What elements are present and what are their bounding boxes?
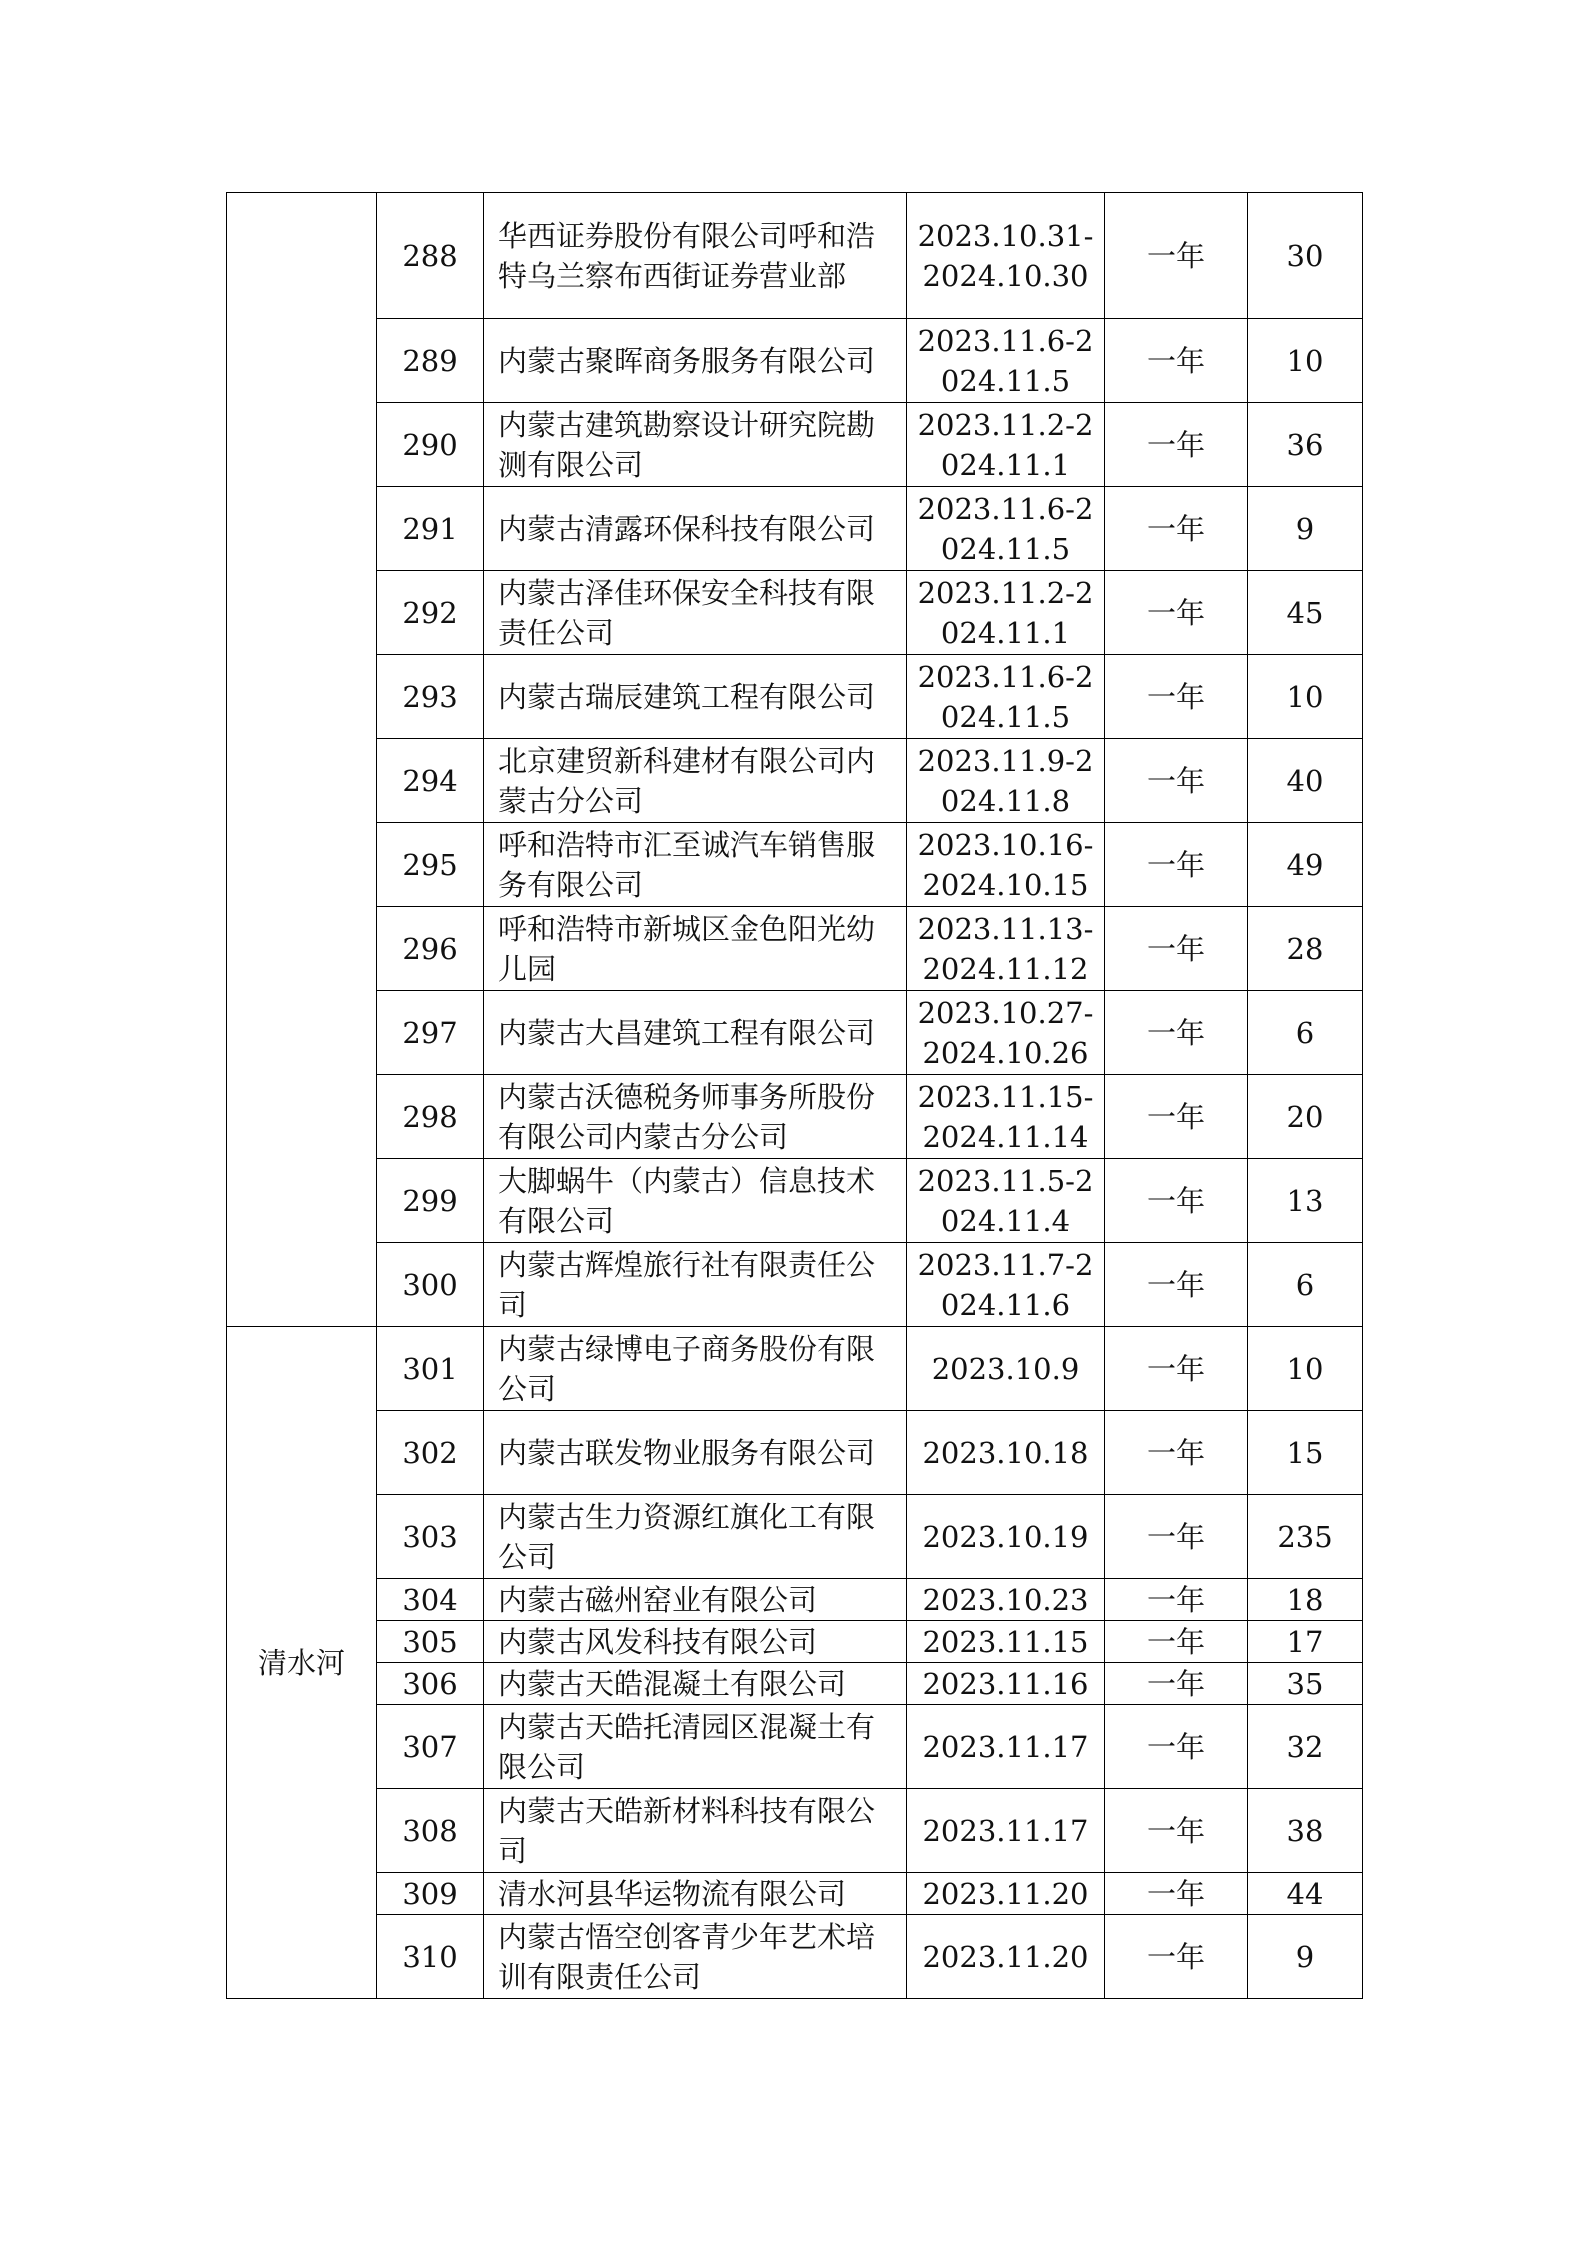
company-name-cell: 呼和浩特市新城区金色阳光幼儿园 (484, 907, 907, 991)
term-cell: 一年 (1105, 1621, 1248, 1663)
row-number-cell: 307 (377, 1705, 484, 1789)
date-line: 2023.11.13- (917, 911, 1094, 946)
term-cell: 一年 (1105, 1663, 1248, 1705)
company-name-cell: 内蒙古绿博电子商务股份有限公司 (484, 1327, 907, 1411)
count-cell: 9 (1248, 1915, 1363, 1999)
table-row (227, 1663, 1363, 1705)
date-line: 2024.11.12 (922, 951, 1089, 986)
date-cell (907, 1873, 1105, 1915)
row-number-cell: 295 (377, 823, 484, 907)
term-cell: 一年 (1105, 1915, 1248, 1999)
count-cell: 10 (1248, 1327, 1363, 1411)
row-number-cell: 303 (377, 1495, 484, 1579)
row-number-cell: 305 (377, 1621, 484, 1663)
date-cell (907, 739, 1105, 823)
date-cell (907, 823, 1105, 907)
date-line: 2023.11.2-2 (917, 407, 1094, 442)
term-cell: 一年 (1105, 403, 1248, 487)
date-line: 2023.10.9 (931, 1351, 1080, 1386)
company-name-cell: 内蒙古建筑勘察设计研究院勘测有限公司 (484, 403, 907, 487)
row-number-cell: 293 (377, 655, 484, 739)
table-row (227, 1159, 1363, 1243)
term-cell: 一年 (1105, 1495, 1248, 1579)
term-cell: 一年 (1105, 907, 1248, 991)
term-cell: 一年 (1105, 1579, 1248, 1621)
date-line: 2024.10.15 (922, 867, 1089, 902)
term-cell: 一年 (1105, 571, 1248, 655)
row-number-cell: 290 (377, 403, 484, 487)
count-cell: 6 (1248, 1243, 1363, 1327)
count-cell: 9 (1248, 487, 1363, 571)
date-line: 024.11.8 (940, 783, 1071, 818)
count-cell: 40 (1248, 739, 1363, 823)
date-line: 2023.11.7-2 (917, 1247, 1094, 1282)
count-cell: 10 (1248, 319, 1363, 403)
row-number-cell: 309 (377, 1873, 484, 1915)
term-cell: 一年 (1105, 1159, 1248, 1243)
company-name-cell: 大脚蜗牛（内蒙古）信息技术有限公司 (484, 1159, 907, 1243)
date-cell (907, 193, 1105, 319)
table-row (227, 319, 1363, 403)
row-number-cell: 304 (377, 1579, 484, 1621)
table-row (227, 487, 1363, 571)
count-cell: 38 (1248, 1789, 1363, 1873)
records-body (227, 193, 1363, 1999)
date-line: 2023.11.20 (922, 1939, 1089, 1974)
date-line: 024.11.6 (940, 1287, 1071, 1322)
date-line: 2023.11.17 (922, 1729, 1089, 1764)
row-number-cell: 300 (377, 1243, 484, 1327)
company-name-cell: 北京建贸新科建材有限公司内蒙古分公司 (484, 739, 907, 823)
term-cell: 一年 (1105, 319, 1248, 403)
company-name-cell: 清水河县华运物流有限公司 (484, 1873, 907, 1915)
company-name-cell: 呼和浩特市汇至诚汽车销售服务有限公司 (484, 823, 907, 907)
row-number-cell: 289 (377, 319, 484, 403)
row-number-cell: 291 (377, 487, 484, 571)
term-cell: 一年 (1105, 1075, 1248, 1159)
date-line: 024.11.5 (940, 363, 1071, 398)
date-line: 2023.11.16 (922, 1666, 1089, 1701)
table-row (227, 907, 1363, 991)
count-cell: 13 (1248, 1159, 1363, 1243)
date-cell (907, 907, 1105, 991)
date-line: 024.11.4 (940, 1203, 1071, 1238)
term-cell: 一年 (1105, 1789, 1248, 1873)
date-cell (907, 1915, 1105, 1999)
date-line: 2024.10.26 (922, 1035, 1089, 1070)
row-number-cell: 296 (377, 907, 484, 991)
company-name-cell: 内蒙古天皓托清园区混凝土有限公司 (484, 1705, 907, 1789)
date-cell (907, 1075, 1105, 1159)
area-cell (227, 193, 377, 1327)
date-cell (907, 1243, 1105, 1327)
date-line: 2023.11.6-2 (917, 659, 1094, 694)
company-name-cell: 内蒙古大昌建筑工程有限公司 (484, 991, 907, 1075)
count-cell: 32 (1248, 1705, 1363, 1789)
company-name-cell: 内蒙古磁州窑业有限公司 (484, 1579, 907, 1621)
date-cell (907, 1621, 1105, 1663)
term-cell: 一年 (1105, 823, 1248, 907)
term-cell: 一年 (1105, 193, 1248, 319)
row-number-cell: 288 (377, 193, 484, 319)
row-number-cell: 292 (377, 571, 484, 655)
table-row (227, 1495, 1363, 1579)
date-cell (907, 1495, 1105, 1579)
records-table (226, 192, 1363, 1999)
count-cell: 6 (1248, 991, 1363, 1075)
table-row (227, 1411, 1363, 1495)
area-cell: 清水河 (227, 1327, 377, 1999)
company-name-cell: 内蒙古聚晖商务服务有限公司 (484, 319, 907, 403)
row-number-cell: 310 (377, 1915, 484, 1999)
term-cell: 一年 (1105, 487, 1248, 571)
count-cell: 44 (1248, 1873, 1363, 1915)
count-cell: 20 (1248, 1075, 1363, 1159)
count-cell: 235 (1248, 1495, 1363, 1579)
date-cell (907, 991, 1105, 1075)
company-name-cell: 内蒙古天皓混凝土有限公司 (484, 1663, 907, 1705)
count-cell: 35 (1248, 1663, 1363, 1705)
date-cell (907, 487, 1105, 571)
table-row (227, 1243, 1363, 1327)
term-cell: 一年 (1105, 1411, 1248, 1495)
row-number-cell: 306 (377, 1663, 484, 1705)
table-row (227, 1705, 1363, 1789)
count-cell: 36 (1248, 403, 1363, 487)
company-name-cell: 内蒙古泽佳环保安全科技有限责任公司 (484, 571, 907, 655)
date-line: 2023.11.17 (922, 1813, 1089, 1848)
term-cell: 一年 (1105, 1705, 1248, 1789)
date-cell (907, 1411, 1105, 1495)
term-cell: 一年 (1105, 739, 1248, 823)
table-row (227, 1327, 1363, 1411)
count-cell: 49 (1248, 823, 1363, 907)
date-cell (907, 655, 1105, 739)
count-cell: 17 (1248, 1621, 1363, 1663)
date-line: 024.11.1 (940, 615, 1071, 650)
table-row (227, 193, 1363, 319)
table-row (227, 655, 1363, 739)
term-cell: 一年 (1105, 1243, 1248, 1327)
row-number-cell: 299 (377, 1159, 484, 1243)
term-cell: 一年 (1105, 991, 1248, 1075)
count-cell: 45 (1248, 571, 1363, 655)
date-line: 2023.11.15 (922, 1624, 1089, 1659)
date-line: 2023.11.20 (922, 1876, 1089, 1911)
company-name-cell: 内蒙古沃德税务师事务所股份有限公司内蒙古分公司 (484, 1075, 907, 1159)
company-name-cell: 内蒙古悟空创客青少年艺术培训有限责任公司 (484, 1915, 907, 1999)
company-name-cell: 内蒙古生力资源红旗化工有限公司 (484, 1495, 907, 1579)
date-line: 2024.11.14 (922, 1119, 1089, 1154)
count-cell: 30 (1248, 193, 1363, 319)
table-row (227, 1789, 1363, 1873)
date-cell (907, 1663, 1105, 1705)
table-row (227, 1075, 1363, 1159)
date-line: 024.11.1 (940, 447, 1071, 482)
term-cell: 一年 (1105, 655, 1248, 739)
company-name-cell: 华西证券股份有限公司呼和浩特乌兰察布西街证券营业部 (484, 193, 907, 319)
date-line: 2023.10.18 (922, 1435, 1089, 1470)
row-number-cell: 308 (377, 1789, 484, 1873)
row-number-cell: 301 (377, 1327, 484, 1411)
table-row (227, 1621, 1363, 1663)
table-row (227, 403, 1363, 487)
date-line: 2023.11.9-2 (917, 743, 1094, 778)
count-cell: 10 (1248, 655, 1363, 739)
company-name-cell: 内蒙古辉煌旅行社有限责任公司 (484, 1243, 907, 1327)
date-line: 2023.10.16- (917, 827, 1094, 862)
company-name-cell: 内蒙古风发科技有限公司 (484, 1621, 907, 1663)
company-name-cell: 内蒙古天皓新材料科技有限公司 (484, 1789, 907, 1873)
term-cell: 一年 (1105, 1873, 1248, 1915)
company-name-cell: 内蒙古清露环保科技有限公司 (484, 487, 907, 571)
date-line: 024.11.5 (940, 531, 1071, 566)
count-cell: 15 (1248, 1411, 1363, 1495)
date-line: 2024.10.30 (922, 258, 1089, 293)
company-name-cell: 内蒙古瑞辰建筑工程有限公司 (484, 655, 907, 739)
date-line: 2023.10.27- (917, 995, 1094, 1030)
date-line: 2023.11.15- (917, 1079, 1094, 1114)
date-cell (907, 1705, 1105, 1789)
term-cell: 一年 (1105, 1327, 1248, 1411)
date-line: 2023.11.2-2 (917, 575, 1094, 610)
date-line: 2023.10.19 (922, 1519, 1089, 1554)
count-cell: 18 (1248, 1579, 1363, 1621)
date-line: 2023.11.6-2 (917, 323, 1094, 358)
date-line: 2023.10.31- (917, 218, 1094, 253)
table-row (227, 1579, 1363, 1621)
date-line: 2023.11.5-2 (917, 1163, 1094, 1198)
date-line: 2023.11.6-2 (917, 491, 1094, 526)
table-row (227, 823, 1363, 907)
row-number-cell: 298 (377, 1075, 484, 1159)
date-cell (907, 1789, 1105, 1873)
date-cell (907, 571, 1105, 655)
table-row (227, 739, 1363, 823)
date-cell (907, 403, 1105, 487)
date-cell (907, 1579, 1105, 1621)
company-name-cell: 内蒙古联发物业服务有限公司 (484, 1411, 907, 1495)
date-line: 024.11.5 (940, 699, 1071, 734)
table-row (227, 1873, 1363, 1915)
date-cell (907, 1327, 1105, 1411)
row-number-cell: 294 (377, 739, 484, 823)
count-cell: 28 (1248, 907, 1363, 991)
date-cell (907, 319, 1105, 403)
row-number-cell: 302 (377, 1411, 484, 1495)
date-cell (907, 1159, 1105, 1243)
table-row (227, 1915, 1363, 1999)
table-row (227, 991, 1363, 1075)
table-row (227, 571, 1363, 655)
date-line: 2023.10.23 (922, 1582, 1089, 1617)
row-number-cell: 297 (377, 991, 484, 1075)
